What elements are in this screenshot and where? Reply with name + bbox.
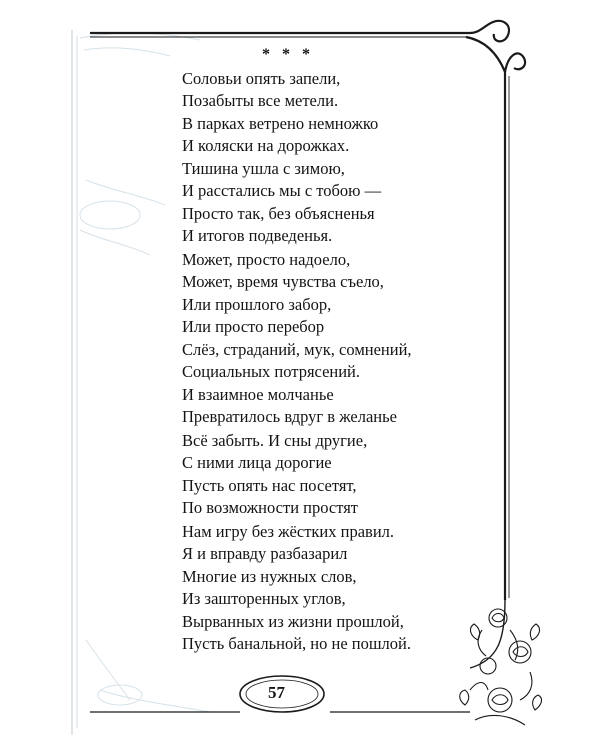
poem-line: Слёз, страданий, мук, сомнений, — [182, 340, 412, 359]
poem-line: Позабыты все метели. — [182, 91, 339, 111]
poem-line: Или просто перебор — [182, 316, 325, 336]
stanza-6 — [182, 521, 394, 610]
poem-line: Из зашторенных углов, — [182, 588, 346, 608]
poem-line: Пусть банальной, но не пошлой. — [182, 634, 411, 654]
poem-line: Просто так, без объясненья — [182, 203, 375, 223]
poem-line: Социальных потрясений. — [182, 362, 361, 382]
poem-line: И расстались мы с тобою — — [182, 181, 382, 201]
stanza-5 — [182, 430, 367, 519]
poem-line: Может, просто надоело, — [182, 250, 351, 269]
poem-title-asterisks: * * * — [262, 46, 314, 63]
poem-line: Соловьи опять запели, — [182, 69, 341, 88]
stanza-7 — [182, 611, 411, 656]
poem-line: Превратилось вдруг в желанье — [182, 406, 397, 426]
poem-line: Я и вправду разбазарил — [182, 544, 348, 564]
poem-line: И коляски на дорожках. — [182, 135, 350, 155]
stanza-2 — [182, 158, 381, 247]
poem-line: С ними лица дорогие — [182, 453, 332, 473]
stanza-1 — [182, 68, 378, 157]
poem-line: Или прошлого забор, — [182, 294, 332, 314]
page-number: 57 — [268, 683, 285, 702]
poem-line: Всё забыть. И сны другие, — [182, 431, 368, 450]
poem-line: В парках ветрено немножко — [182, 113, 379, 133]
poem-line: Тишина ушла с зимою, — [182, 159, 345, 178]
poem-line: Вырванных из жизни прошлой, — [182, 612, 404, 631]
poem-line: Может, время чувства съело, — [182, 272, 384, 292]
left-border-lines — [72, 30, 77, 735]
poem-line: Многие из нужных слов, — [182, 566, 357, 586]
poem-line: По возможности простят — [182, 497, 359, 517]
stanza-4 — [182, 339, 412, 428]
poem-line: И взаимное молчанье — [182, 384, 334, 404]
poem-line: Нам игру без жёстких правил. — [182, 522, 395, 541]
poem-line: И итогов подведенья. — [182, 225, 333, 245]
poem-line: Пусть опять нас посетят, — [182, 475, 357, 495]
stanza-3 — [182, 249, 384, 338]
